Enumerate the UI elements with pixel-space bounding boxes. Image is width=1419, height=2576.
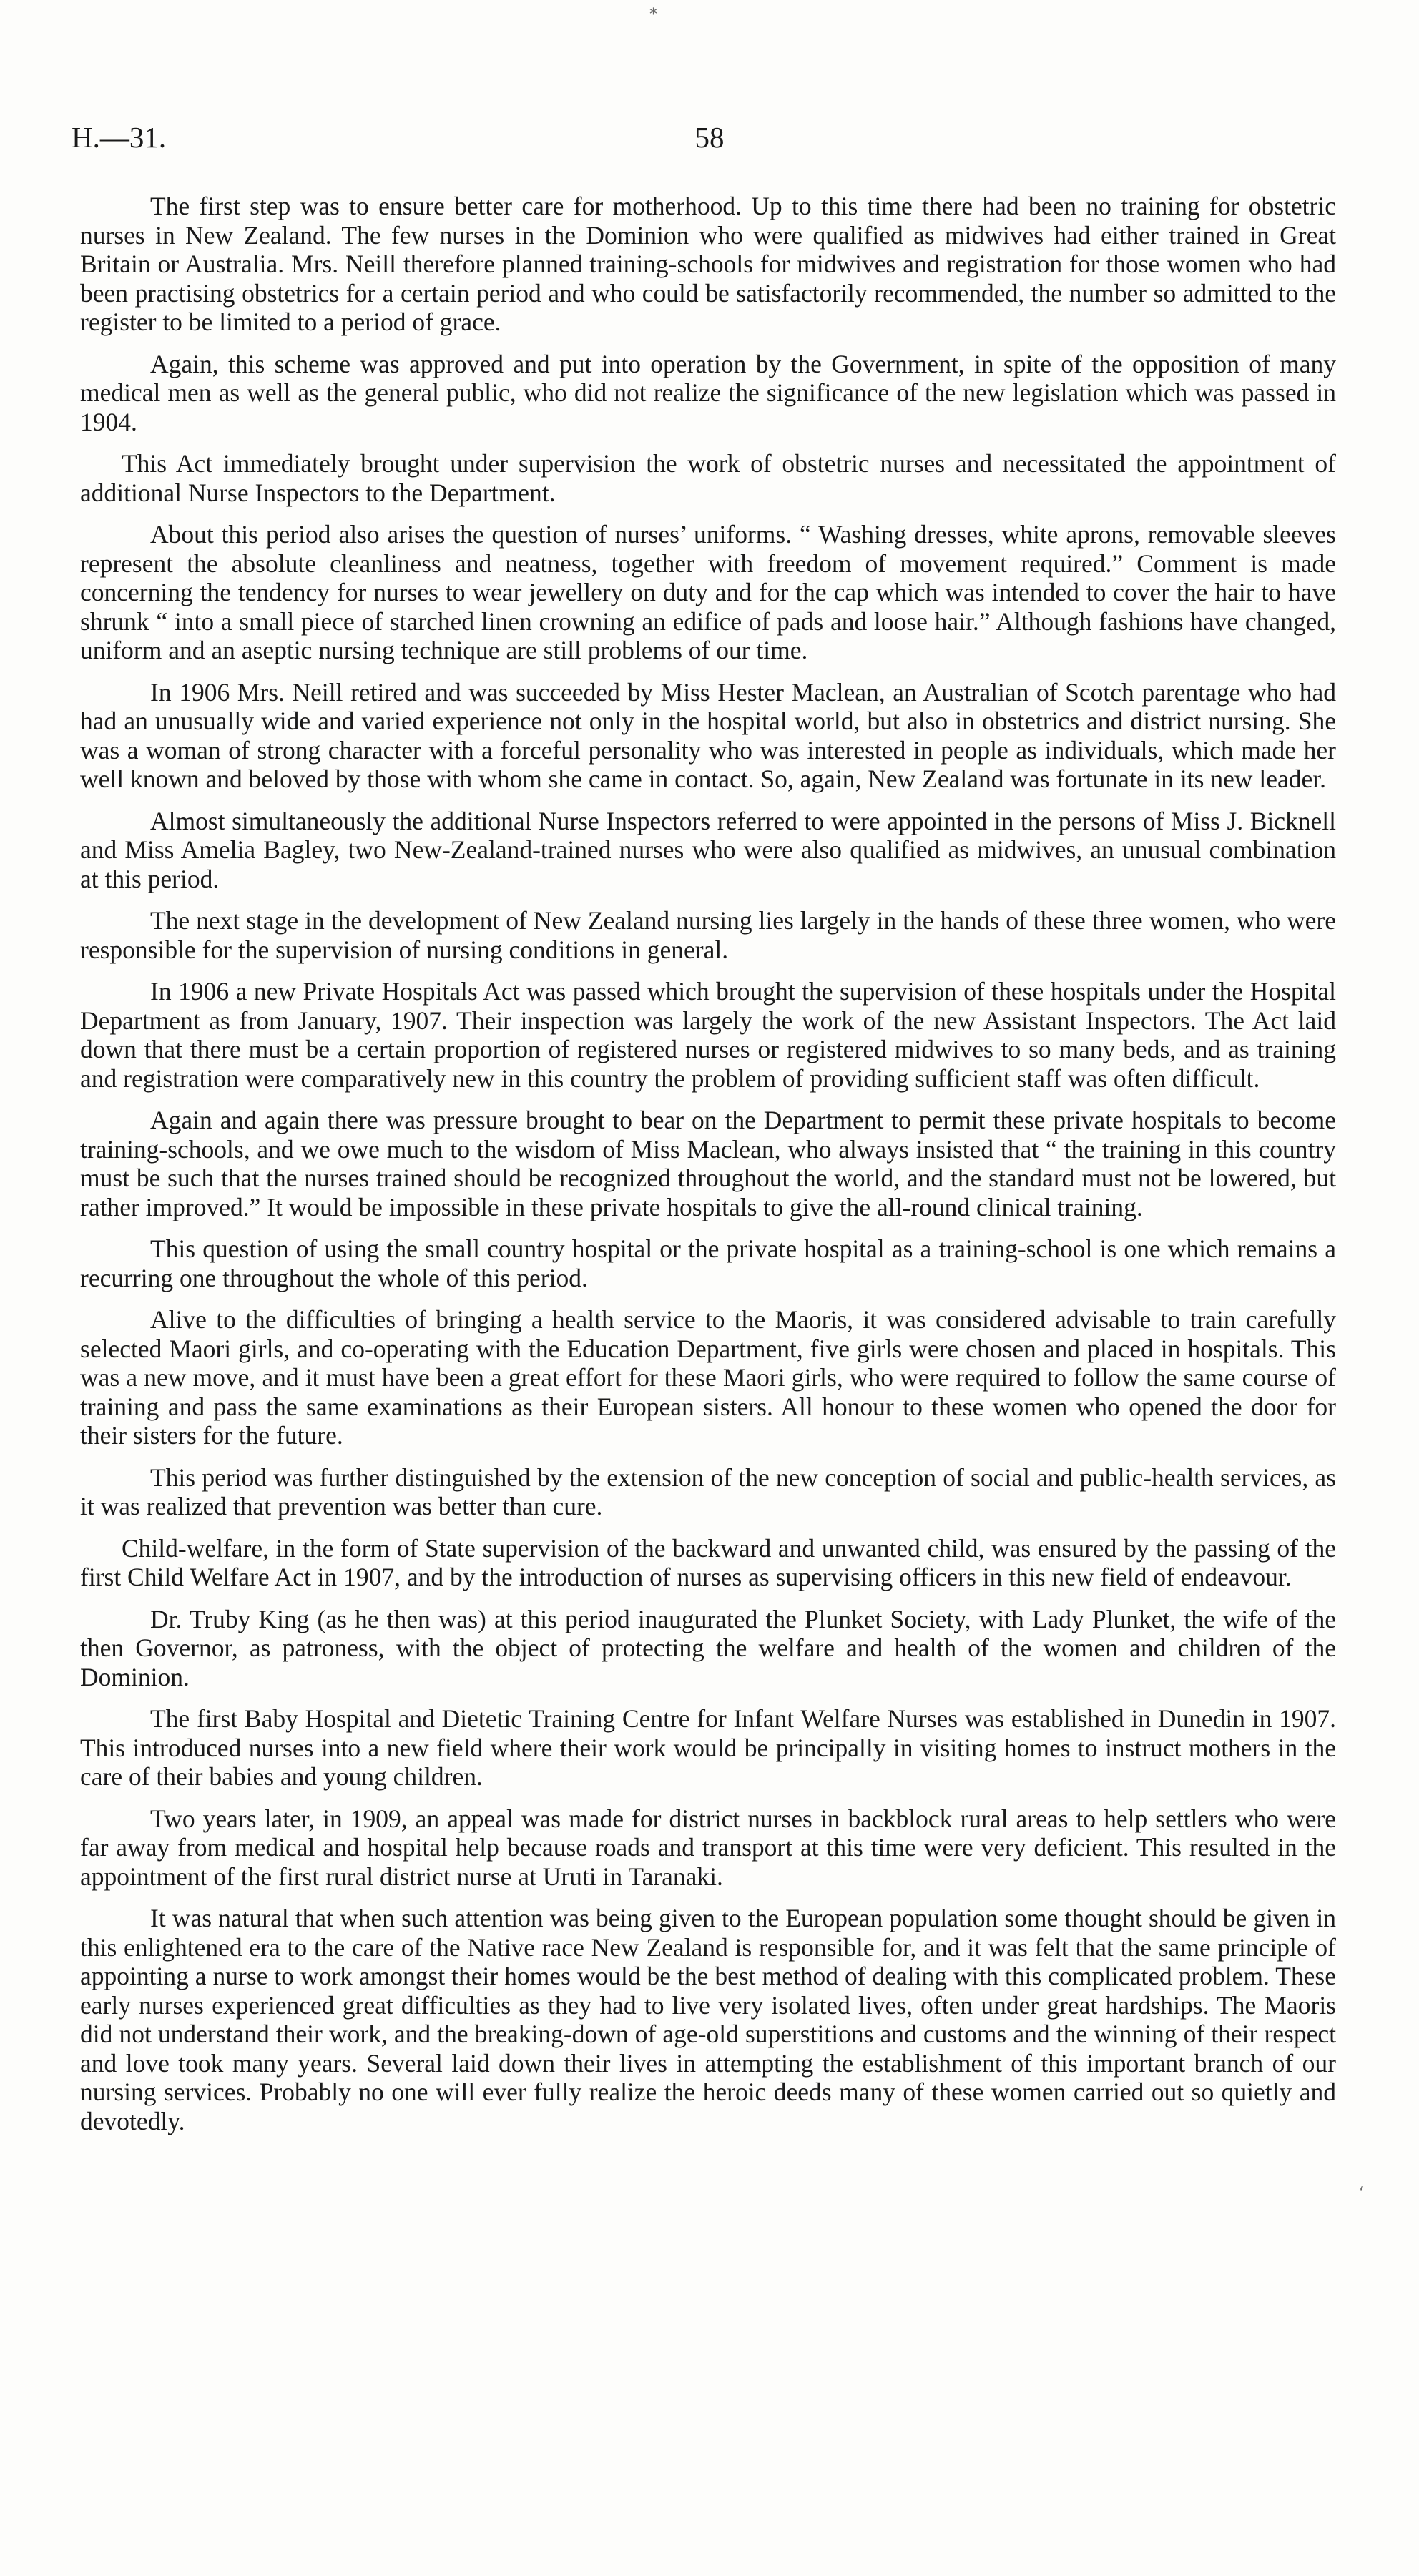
paragraph-13: Child-welfare, in the form of State supervision of the backward and unwanted child, was ensured by the passing of the first Child Welfare Act in 1907, and by the introduction of nurses as supervising officers in this new field of endeavour.: [80, 1533, 1336, 1591]
paragraph-8: In 1906 a new Private Hospitals Act was passed which brought the supervision of these hospitals under the Hospital Department as from January, 1907. Their inspection was largely the work of the new Assistant Inspectors. The Act laid down that there must be a certain proportion of registered nurses or registered midwives to so many beds, and as training and registration were comparatively new in this country the problem of providing sufficient staff was often difficult.: [80, 977, 1336, 1093]
paragraph-15: The first Baby Hospital and Dietetic Training Centre for Infant Welfare Nurses was established in Dunedin in 1907. This introduced nurses into a new field where their work would be principally in visiting homes to instruct mothers in the care of their babies and young children.: [80, 1704, 1336, 1791]
stray-mark-margin: ʻ: [1359, 2183, 1365, 2204]
paragraph-14: Dr. Truby King (as he then was) at this period inaugurated the Plunket Society, with Lady Plunket, the wife of the then Governor, as patroness, with the object of protecting the welfare and health of the women and children of the Dominion.: [80, 1604, 1336, 1691]
page-number: 58: [694, 121, 725, 154]
paragraph-16: Two years later, in 1909, an appeal was made for district nurses in backblock rural areas to help settlers who were far away from medical and hospital help because roads and transport at this time were very deficient. This resulted in the appointment of the first rural district nurse at Uruti in Taranaki.: [80, 1804, 1336, 1891]
paragraph-7: The next stage in the development of New Zealand nursing lies largely in the hands of these three women, who were responsible for the supervision of nursing conditions in general.: [80, 906, 1336, 964]
paragraph-4: About this period also arises the question of nurses’ uniforms. “ Washing dresses, white aprons, removable sleeves represent the absolute cleanliness and neatness, together with freedom of movement required.” Comment is made concerning the tendency for nurses to wear jewellery on duty and for the cap which was intended to cover the hair to have shrunk “ into a small piece of starched linen crowning an edifice of pads and loose hair.” Although fashions have changed, uniform and an aseptic nursing technique are still problems of our time.: [80, 520, 1336, 664]
stray-mark-top: *: [649, 6, 657, 24]
paragraph-17: It was natural that when such attention was being given to the European population some thought should be given in this enlightened era to the care of the Native race New Zealand is responsible for, and it was felt that the same principle of appointing a nurse to work amongst their homes would be the best method of dealing with this complicated problem. These early nurses experienced great difficulties as they had to live very isolated lives, often under great hardships. The Maoris did not understand their work, and the breaking-down of age-old superstitions and customs and the winning of their respect and love took many years. Several laid down their lives in attempting the establishment of this important branch of our nursing services. Probably no one will ever fully realize the heroic deeds many of these women carried out so quietly and devotedly.: [80, 1904, 1336, 2135]
paragraph-10: This question of using the small country hospital or the private hospital as a training-school is one which remains a recurring one throughout the whole of this period.: [80, 1234, 1336, 1292]
paragraph-1: The first step was to ensure better care for motherhood. Up to this time there had been no training for obstetric nurses in New Zealand. The few nurses in the Dominion who were qualified as midwives had either trained in Great Britain or Australia. Mrs. Neill therefore planned training-schools for midwives and registration for those women who had been practising obstetrics for a certain period and who could be satisfactorily recommended, the number so admitted to the register to be limited to a period of grace.: [80, 192, 1336, 336]
paragraph-9: Again and again there was pressure brought to bear on the Department to permit these private hospitals to become training-schools, and we owe much to the wisdom of Miss Maclean, who always insisted that “ the training in this country must be such that the nurses trained should be recognized throughout the world, and the standard must not be lowered, but rather improved.” It would be impossible in these private hospitals to give the all-round clinical training.: [80, 1106, 1336, 1221]
document-reference: H.—31.: [72, 121, 167, 154]
paragraph-3: This Act immediately brought under supervision the work of obstetric nurses and necessitated the appointment of additional Nurse Inspectors to the Department.: [80, 449, 1336, 507]
paragraph-5: In 1906 Mrs. Neill retired and was succeeded by Miss Hester Maclean, an Australian of Scotch parentage who had had an unusually wide and varied experience not only in the hospital world, but also in obstetrics and district nursing. She was a woman of strong character with a forceful personality who was interested in people as individuals, which made her well known and beloved by those with whom she came in contact. So, again, New Zealand was fortunate in its new leader.: [80, 677, 1336, 793]
body-text: [80, 192, 1336, 2148]
paragraph-2: Again, this scheme was approved and put into operation by the Government, in spite of the opposition of many medical men as well as the general public, who did not realize the significance of the new legislation which was passed in 1904.: [80, 349, 1336, 436]
paragraph-11: Alive to the difficulties of bringing a health service to the Maoris, it was considered advisable to train carefully selected Maori girls, and co-operating with the Education Department, five girls were chosen and placed in hospitals. This was a new move, and it must have been a great effort for these Maori girls, who were required to follow the same course of training and pass the same examinations as their European sisters. All honour to these women who opened the door for their sisters for the future.: [80, 1305, 1336, 1450]
paragraph-12: This period was further distinguished by the extension of the new conception of social and public-health services, as it was realized that prevention was better than cure.: [80, 1462, 1336, 1520]
page-header: [0, 120, 1419, 163]
paragraph-6: Almost simultaneously the additional Nurse Inspectors referred to were appointed in the persons of Miss J. Bicknell and Miss Amelia Bagley, two New-Zealand-trained nurses who were also qualified as midwives, an unusual combination at this period.: [80, 806, 1336, 893]
